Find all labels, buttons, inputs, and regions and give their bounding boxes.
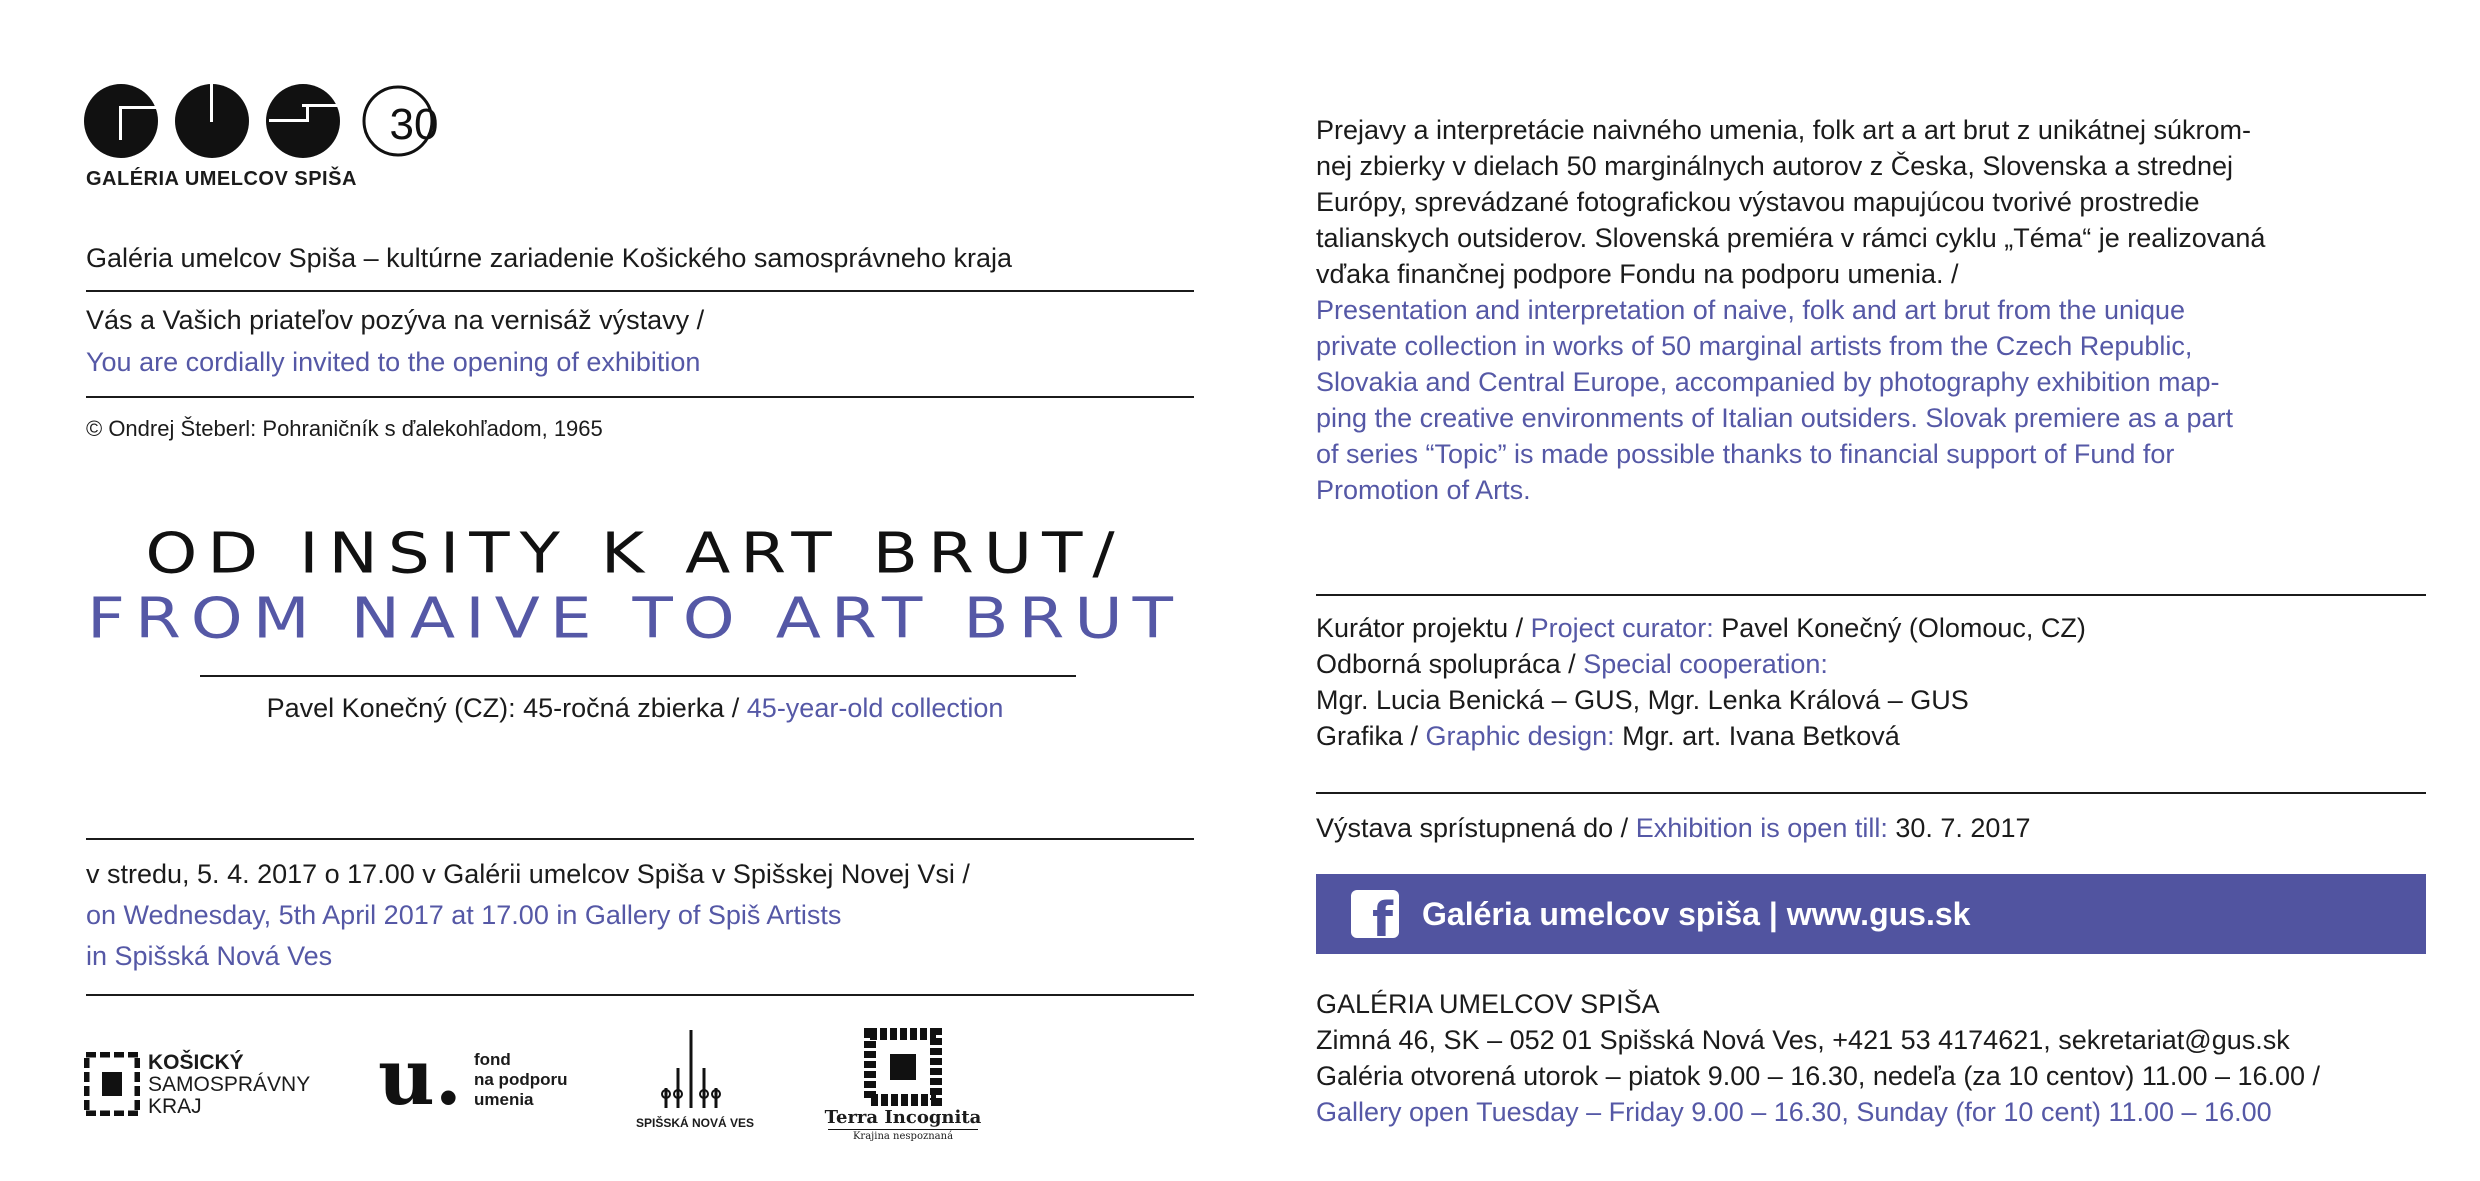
design-name: Mgr. art. Ivana Betková [1622, 721, 1900, 751]
snv-emblem-icon [636, 1028, 746, 1112]
desc-sk-line: Európy, sprevádzané fotografickou výstavou mapujúcou tvorivé prostredie [1316, 187, 2200, 217]
collection-line [0, 690, 1270, 726]
divider [1316, 594, 2426, 596]
fpu-logo [378, 1032, 598, 1123]
curator-label-sk: Kurátor projektu / [1316, 613, 1524, 643]
divider [86, 396, 1194, 398]
ksk-name-2: SAMOSPRÁVNY [148, 1073, 311, 1096]
invite-en: You are cordially invited to the opening of exhibition [86, 347, 701, 377]
description-block [1316, 112, 2431, 508]
divider [1316, 792, 2426, 794]
divider [86, 290, 1194, 292]
terra-emblem-icon [818, 1028, 988, 1108]
desc-en-line: Promotion of Arts. [1316, 475, 1531, 505]
address-block [1316, 986, 2431, 1130]
snv-logo [636, 1028, 755, 1138]
desc-en-line: Presentation and interpretation of naive, folk and art brut from the unique [1316, 295, 2186, 325]
cooperation-line [1316, 646, 2431, 682]
desc-en-line: ping the creative environments of Italian outsiders. Slovak premiere as a part [1316, 403, 2233, 433]
terra-tagline: Krajina nespoznaná [852, 1131, 954, 1142]
terra-divider [828, 1129, 978, 1130]
open-label-sk: Výstava sprístupnená do / [1316, 813, 1629, 843]
open-label-en: Exhibition is open till: [1635, 813, 1888, 843]
anniversary-number: 30 [389, 100, 439, 149]
snv-name: SPIŠSKÁ NOVÁ VES [636, 1116, 755, 1130]
desc-sk-line: nej zbierky v dielach 50 marginálnych autorov z Česka, Slovenska a strednej [1316, 151, 2233, 181]
institution-line: Galéria umelcov Spiša – kultúrne zariadenie Košického samosprávneho kraja [86, 243, 1012, 273]
ksk-logo [84, 1050, 324, 1120]
facebook-icon[interactable] [1351, 890, 1399, 938]
ksk-name-1: KOŠICKÝ [148, 1051, 244, 1074]
credits-block [1316, 610, 2431, 754]
facebook-letter: f [1372, 892, 1393, 938]
fpu-name-2: na podporu [474, 1070, 568, 1089]
address-line: Zimná 46, SK – 052 01 Spišská Nová Ves, +421 53 4174621, sekretariat@gus.sk [1316, 1025, 2290, 1055]
title-divider [200, 675, 1076, 677]
facebook-web-link[interactable]: Galéria umelcov spiša | www.gus.sk [1422, 896, 1971, 932]
anniversary-badge [372, 100, 456, 150]
collection-sk: Pavel Konečný (CZ): 45-ročná zbierka / [266, 693, 740, 723]
exhibition-title-en: FROM NAIVE TO ART BRUT [86, 585, 1183, 652]
coop-label-sk: Odborná spolupráca / [1316, 649, 1576, 679]
desc-sk-line: vďaka finančnej podpore Fondu na podporu umenia. / [1316, 259, 1959, 289]
open-till-line [1316, 810, 2030, 846]
image-credit: © Ondrej Šteberl: Pohraničník s ďalekohľadom, 1965 [86, 416, 603, 441]
fpu-name-1: fond [474, 1050, 511, 1069]
open-date: 30. 7. 2017 [1895, 813, 2031, 843]
design-label-sk: Grafika / [1316, 721, 1419, 751]
fpu-name-3: umenia [474, 1090, 534, 1109]
desc-sk-line: Prejavy a interpretácie naivného umenia, folk art a art brut z unikátnej súkrom- [1316, 115, 2251, 145]
curator-name: Pavel Konečný (Olomouc, CZ) [1721, 613, 2086, 643]
hours-en: Gallery open Tuesday – Friday 9.00 – 16.30, Sunday (for 10 cent) 11.00 – 16.00 [1316, 1097, 2272, 1127]
ksk-name-3: KRAJ [148, 1095, 202, 1118]
exhibition-title-sk: OD INSITY K ART BRUT/ [145, 520, 1125, 587]
hours-sk: Galéria otvorená utorok – piatok 9.00 – 16.30, nedeľa (za 10 centov) 11.00 – 16.00 / [1316, 1061, 2321, 1091]
divider [86, 838, 1194, 840]
design-line [1316, 718, 2431, 754]
date-en-line-2: in Spišská Nová Ves [86, 941, 333, 971]
logo-name: GALÉRIA UMELCOV SPIŠA [86, 168, 357, 190]
address-title: GALÉRIA UMELCOV SPIŠA [1316, 989, 1660, 1019]
desc-sk-line: talianskych outsiderov. Slovenská premiéra v rámci cyklu „Téma“ je realizovaná [1316, 223, 2266, 253]
cooperation-names: Mgr. Lucia Benická – GUS, Mgr. Lenka Králová – GUS [1316, 685, 1969, 715]
ksk-emblem-icon [84, 1052, 140, 1116]
desc-en-line: of series “Topic” is made possible thanks to financial support of Fund for [1316, 439, 2175, 469]
terra-name: Terra Incognita [824, 1107, 982, 1128]
coop-label-en: Special cooperation: [1583, 649, 1828, 679]
divider [86, 994, 1194, 996]
invite-sk: Vás a Vašich priateľov pozýva na vernisáž výstavy / [86, 305, 705, 335]
date-sk: v stredu, 5. 4. 2017 o 17.00 v Galérii umelcov Spiša v Spišskej Novej Vsi / [86, 859, 970, 889]
collection-en: 45-year-old collection [746, 693, 1004, 723]
date-en-line-1: on Wednesday, 5th April 2017 at 17.00 in Gallery of Spiš Artists [86, 900, 842, 930]
curator-label-en: Project curator: [1530, 613, 1714, 643]
design-label-en: Graphic design: [1425, 721, 1615, 751]
desc-en-line: private collection in works of 50 marginal artists from the Czech Republic, [1316, 331, 2193, 361]
desc-en-line: Slovakia and Central Europe, accompanied by photography exhibition map- [1316, 367, 2220, 397]
terra-incognita-logo [818, 1028, 988, 1142]
fpu-letter: u. [378, 1032, 462, 1123]
facebook-web-bar[interactable] [1316, 874, 2426, 954]
curator-line [1316, 610, 2431, 646]
